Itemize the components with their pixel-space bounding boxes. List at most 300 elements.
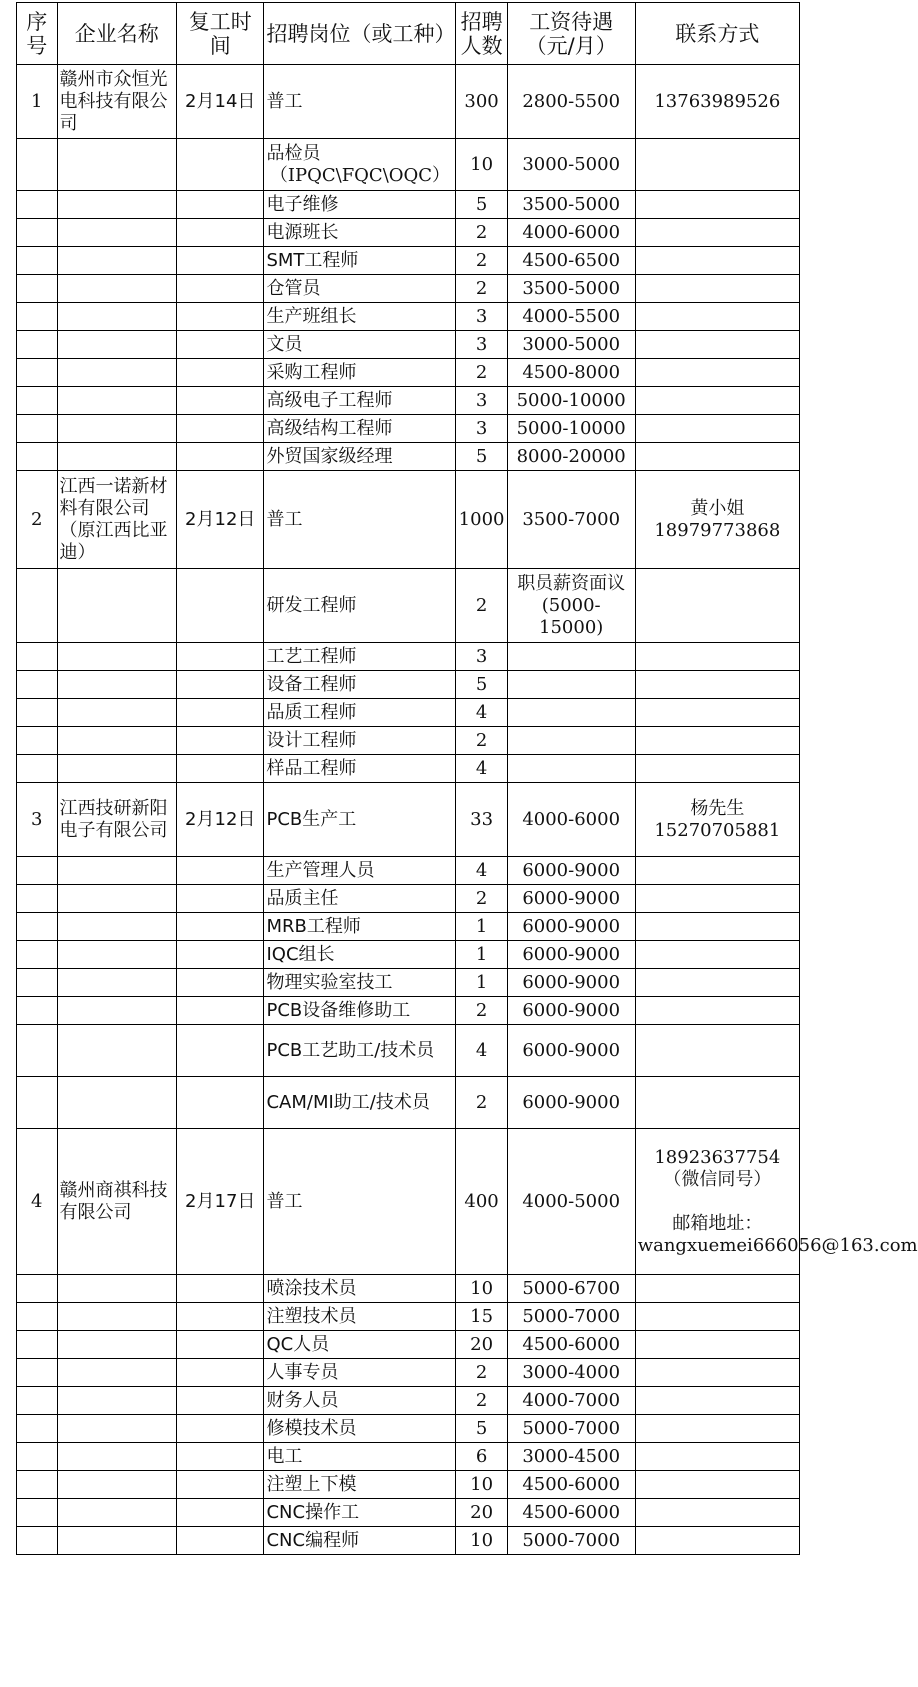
- resume-date-cell: [177, 219, 264, 247]
- table-row: [17, 1443, 800, 1471]
- company-name-cell: [57, 1471, 176, 1499]
- salary-cell: 5000-10000: [507, 387, 635, 415]
- salary-cell: 6000-9000: [507, 1077, 635, 1129]
- headcount-cell: 15: [456, 1303, 507, 1331]
- header-position: 招聘岗位（或工种）: [264, 3, 456, 65]
- table-row: [17, 443, 800, 471]
- position-cell: 人事专员: [264, 1359, 456, 1387]
- company-name-cell: [57, 387, 176, 415]
- contact-cell: [635, 1443, 799, 1471]
- position-cell: MRB工程师: [264, 913, 456, 941]
- position-cell: 电子维修: [264, 191, 456, 219]
- salary-cell: 3500-5000: [507, 191, 635, 219]
- table-row: [17, 643, 800, 671]
- header-row: [17, 3, 800, 65]
- position-cell: 普工: [264, 65, 456, 139]
- resume-date-cell: [177, 387, 264, 415]
- company-name-cell: [57, 191, 176, 219]
- headcount-cell: 2: [456, 247, 507, 275]
- headcount-cell: 2: [456, 1387, 507, 1415]
- salary-cell: 6000-9000: [507, 857, 635, 885]
- company-name-cell: 江西技研新阳电子有限公司: [57, 783, 176, 857]
- salary-cell: 4500-6500: [507, 247, 635, 275]
- seq-cell: [17, 1303, 58, 1331]
- contact-line: 18979773868: [654, 519, 781, 541]
- headcount-cell: 1: [456, 969, 507, 997]
- resume-date-cell: 2月12日: [177, 783, 264, 857]
- salary-cell: [507, 671, 635, 699]
- table-row: [17, 727, 800, 755]
- resume-date-cell: [177, 331, 264, 359]
- table-row: [17, 997, 800, 1025]
- table-row: [17, 65, 800, 139]
- headcount-cell: 4: [456, 1025, 507, 1077]
- table-row: [17, 1129, 800, 1275]
- salary-cell: 3000-4500: [507, 1443, 635, 1471]
- company-name-cell: [57, 997, 176, 1025]
- headcount-cell: 3: [456, 303, 507, 331]
- seq-cell: [17, 671, 58, 699]
- contact-cell: [635, 727, 799, 755]
- resume-date-cell: [177, 671, 264, 699]
- contact-cell: [635, 1387, 799, 1415]
- salary-cell: 6000-9000: [507, 913, 635, 941]
- position-cell: 品质主任: [264, 885, 456, 913]
- seq-cell: [17, 331, 58, 359]
- salary-cell: 6000-9000: [507, 969, 635, 997]
- company-name-cell: 江西一诺新材料有限公司（原江西比亚迪）: [57, 471, 176, 569]
- salary-cell: 3000-4000: [507, 1359, 635, 1387]
- company-name-cell: [57, 1443, 176, 1471]
- seq-cell: [17, 303, 58, 331]
- table-row: [17, 359, 800, 387]
- seq-cell: [17, 1499, 58, 1527]
- salary-cell: [507, 643, 635, 671]
- headcount-cell: 20: [456, 1499, 507, 1527]
- table-row: [17, 139, 800, 191]
- seq-cell: [17, 1387, 58, 1415]
- table-row: [17, 699, 800, 727]
- table-row: [17, 303, 800, 331]
- seq-cell: [17, 913, 58, 941]
- headcount-cell: 5: [456, 1415, 507, 1443]
- table-row: [17, 941, 800, 969]
- position-cell: 生产管理人员: [264, 857, 456, 885]
- contact-cell: [635, 331, 799, 359]
- seq-cell: [17, 699, 58, 727]
- salary-cell: 6000-9000: [507, 1025, 635, 1077]
- position-cell: PCB生产工: [264, 783, 456, 857]
- recruitment-table: [16, 2, 918, 1555]
- contact-cell: [635, 857, 799, 885]
- contact-line: 18923637754（微信同号）: [654, 1146, 781, 1190]
- headcount-cell: 5: [456, 443, 507, 471]
- contact-cell: [635, 913, 799, 941]
- company-name-cell: [57, 699, 176, 727]
- table-row: [17, 1275, 800, 1303]
- contact-cell: [635, 415, 799, 443]
- salary-cell: 4500-6000: [507, 1499, 635, 1527]
- headcount-cell: 1: [456, 913, 507, 941]
- contact-cell: [635, 671, 799, 699]
- seq-cell: 3: [17, 783, 58, 857]
- table-row: [17, 755, 800, 783]
- seq-cell: [17, 275, 58, 303]
- resume-date-cell: [177, 643, 264, 671]
- headcount-cell: 4: [456, 755, 507, 783]
- header-company: 企业名称: [57, 3, 176, 65]
- headcount-cell: 2: [456, 727, 507, 755]
- resume-date-cell: [177, 1275, 264, 1303]
- salary-cell: 4000-5000: [507, 1129, 635, 1275]
- seq-cell: [17, 247, 58, 275]
- contact-cell: [635, 1275, 799, 1303]
- company-name-cell: [57, 969, 176, 997]
- seq-cell: [17, 969, 58, 997]
- contact-cell: [635, 699, 799, 727]
- resume-date-cell: [177, 359, 264, 387]
- table-row: [17, 783, 800, 857]
- headcount-cell: 5: [456, 191, 507, 219]
- position-cell: CNC编程师: [264, 1527, 456, 1555]
- resume-date-cell: [177, 247, 264, 275]
- contact-cell: [635, 1499, 799, 1527]
- seq-cell: [17, 755, 58, 783]
- table-row: [17, 275, 800, 303]
- headcount-cell: 300: [456, 65, 507, 139]
- resume-date-cell: 2月12日: [177, 471, 264, 569]
- seq-cell: [17, 359, 58, 387]
- position-cell: CAM/MI助工/技术员: [264, 1077, 456, 1129]
- contact-cell: [635, 783, 799, 857]
- contact-cell: [635, 219, 799, 247]
- position-cell: 仓管员: [264, 275, 456, 303]
- salary-cell: 4500-6000: [507, 1331, 635, 1359]
- headcount-cell: 10: [456, 1275, 507, 1303]
- company-name-cell: [57, 219, 176, 247]
- contact-cell: [635, 471, 799, 569]
- contact-cell: [635, 191, 799, 219]
- contact-cell: [635, 755, 799, 783]
- resume-date-cell: [177, 885, 264, 913]
- resume-date-cell: [177, 1499, 264, 1527]
- position-cell: 设计工程师: [264, 727, 456, 755]
- table-row: [17, 191, 800, 219]
- company-name-cell: [57, 885, 176, 913]
- seq-cell: [17, 569, 58, 643]
- seq-cell: 2: [17, 471, 58, 569]
- salary-cell: 3500-7000: [507, 471, 635, 569]
- salary-cell: 6000-9000: [507, 941, 635, 969]
- contact-cell: [635, 387, 799, 415]
- seq-cell: [17, 191, 58, 219]
- company-name-cell: 赣州市众恒光电科技有限公司: [57, 65, 176, 139]
- company-name-cell: [57, 1303, 176, 1331]
- salary-cell: 5000-6700: [507, 1275, 635, 1303]
- salary-cell: 5000-7000: [507, 1415, 635, 1443]
- position-cell: 样品工程师: [264, 755, 456, 783]
- company-name-cell: 赣州商祺科技有限公司: [57, 1129, 176, 1275]
- table-row: [17, 247, 800, 275]
- company-name-cell: [57, 1359, 176, 1387]
- resume-date-cell: [177, 1387, 264, 1415]
- contact-cell: [635, 997, 799, 1025]
- resume-date-cell: [177, 303, 264, 331]
- header-date: 复工时间: [177, 3, 264, 65]
- salary-cell: 4000-6000: [507, 219, 635, 247]
- contact-cell: [635, 1359, 799, 1387]
- position-cell: 品质工程师: [264, 699, 456, 727]
- table-body: [17, 65, 918, 1555]
- salary-cell: 3500-5000: [507, 275, 635, 303]
- seq-cell: [17, 415, 58, 443]
- salary-cell: 4000-7000: [507, 1387, 635, 1415]
- headcount-cell: 2: [456, 1359, 507, 1387]
- contact-cell: [635, 443, 799, 471]
- company-name-cell: [57, 1499, 176, 1527]
- table-row: [17, 1331, 800, 1359]
- company-name-cell: [57, 359, 176, 387]
- table-row: [17, 387, 800, 415]
- seq-cell: [17, 443, 58, 471]
- position-cell: 文员: [264, 331, 456, 359]
- header-contact: 联系方式: [635, 3, 799, 65]
- position-cell: PCB设备维修助工: [264, 997, 456, 1025]
- salary-cell: 2800-5500: [507, 65, 635, 139]
- position-cell: 工艺工程师: [264, 643, 456, 671]
- position-cell: 电工: [264, 1443, 456, 1471]
- contact-cell: [635, 139, 799, 191]
- position-cell: 生产班组长: [264, 303, 456, 331]
- headcount-cell: 4: [456, 699, 507, 727]
- position-cell: 研发工程师: [264, 569, 456, 643]
- position-cell: 外贸国家级经理: [264, 443, 456, 471]
- headcount-cell: 2: [456, 885, 507, 913]
- headcount-cell: 1: [456, 941, 507, 969]
- position-cell: 普工: [264, 471, 456, 569]
- table-row: [17, 969, 800, 997]
- seq-cell: [17, 643, 58, 671]
- headcount-cell: 2: [456, 219, 507, 247]
- seq-cell: [17, 1415, 58, 1443]
- seq-cell: [17, 219, 58, 247]
- resume-date-cell: [177, 191, 264, 219]
- contact-line: 13763989526: [654, 90, 781, 112]
- contact-cell: [635, 1025, 799, 1077]
- resume-date-cell: 2月14日: [177, 65, 264, 139]
- table-row: [17, 913, 800, 941]
- position-cell: 高级结构工程师: [264, 415, 456, 443]
- contact-cell: [635, 941, 799, 969]
- company-name-cell: [57, 857, 176, 885]
- company-name-cell: [57, 1387, 176, 1415]
- company-name-cell: [57, 275, 176, 303]
- seq-cell: [17, 1527, 58, 1555]
- resume-date-cell: [177, 1527, 264, 1555]
- table-row: [17, 1303, 800, 1331]
- table-row: [17, 331, 800, 359]
- headcount-cell: 2: [456, 997, 507, 1025]
- resume-date-cell: [177, 997, 264, 1025]
- salary-cell: 职员薪资面议(5000-15000): [507, 569, 635, 643]
- table-row: [17, 1077, 800, 1129]
- salary-cell: 4500-8000: [507, 359, 635, 387]
- salary-cell: 5000-10000: [507, 415, 635, 443]
- table-row: [17, 671, 800, 699]
- company-name-cell: [57, 1415, 176, 1443]
- seq-cell: [17, 1471, 58, 1499]
- table-row: [17, 1415, 800, 1443]
- salary-cell: 3000-5000: [507, 139, 635, 191]
- seq-cell: [17, 1077, 58, 1129]
- seq-cell: [17, 139, 58, 191]
- contact-cell: [635, 885, 799, 913]
- company-name-cell: [57, 643, 176, 671]
- contact-cell: [635, 1415, 799, 1443]
- company-name-cell: [57, 755, 176, 783]
- contact-cell: [635, 359, 799, 387]
- salary-cell: 3000-5000: [507, 331, 635, 359]
- recruitment-sheet: [16, 2, 918, 1555]
- seq-cell: [17, 1443, 58, 1471]
- position-cell: IQC组长: [264, 941, 456, 969]
- headcount-cell: 4: [456, 857, 507, 885]
- table-row: [17, 1527, 800, 1555]
- company-name-cell: [57, 727, 176, 755]
- table-row: [17, 1499, 800, 1527]
- seq-cell: [17, 941, 58, 969]
- salary-cell: [507, 755, 635, 783]
- resume-date-cell: [177, 569, 264, 643]
- salary-cell: [507, 727, 635, 755]
- seq-cell: [17, 885, 58, 913]
- resume-date-cell: [177, 1303, 264, 1331]
- headcount-cell: 400: [456, 1129, 507, 1275]
- company-name-cell: [57, 139, 176, 191]
- company-name-cell: [57, 569, 176, 643]
- contact-line: 杨先生: [690, 797, 745, 819]
- resume-date-cell: [177, 139, 264, 191]
- salary-cell: 8000-20000: [507, 443, 635, 471]
- resume-date-cell: [177, 1025, 264, 1077]
- seq-cell: [17, 1275, 58, 1303]
- headcount-cell: 20: [456, 1331, 507, 1359]
- table-row: [17, 885, 800, 913]
- headcount-cell: 3: [456, 331, 507, 359]
- contact-cell: [635, 1303, 799, 1331]
- resume-date-cell: [177, 443, 264, 471]
- seq-cell: 4: [17, 1129, 58, 1275]
- contact-line: 15270705881: [654, 819, 781, 841]
- contact-line: [638, 1191, 797, 1213]
- position-cell: 注塑上下模: [264, 1471, 456, 1499]
- position-cell: CNC操作工: [264, 1499, 456, 1527]
- headcount-cell: 1000: [456, 471, 507, 569]
- resume-date-cell: [177, 941, 264, 969]
- resume-date-cell: [177, 275, 264, 303]
- table-row: [17, 415, 800, 443]
- resume-date-cell: [177, 755, 264, 783]
- company-name-cell: [57, 671, 176, 699]
- contact-cell: [635, 247, 799, 275]
- company-name-cell: [57, 941, 176, 969]
- resume-date-cell: [177, 969, 264, 997]
- resume-date-cell: [177, 1077, 264, 1129]
- table-row: [17, 857, 800, 885]
- seq-cell: [17, 857, 58, 885]
- salary-cell: 6000-9000: [507, 997, 635, 1025]
- salary-cell: 4000-6000: [507, 783, 635, 857]
- contact-cell: [635, 969, 799, 997]
- seq-cell: [17, 1025, 58, 1077]
- seq-cell: 1: [17, 65, 58, 139]
- headcount-cell: 2: [456, 275, 507, 303]
- company-name-cell: [57, 303, 176, 331]
- position-cell: 喷涂技术员: [264, 1275, 456, 1303]
- position-cell: 物理实验室技工: [264, 969, 456, 997]
- headcount-cell: 2: [456, 569, 507, 643]
- salary-cell: 4000-5500: [507, 303, 635, 331]
- company-name-cell: [57, 1275, 176, 1303]
- table-row: [17, 569, 800, 643]
- seq-cell: [17, 727, 58, 755]
- company-name-cell: [57, 415, 176, 443]
- company-name-cell: [57, 1025, 176, 1077]
- company-name-cell: [57, 913, 176, 941]
- position-cell: SMT工程师: [264, 247, 456, 275]
- header-salary: 工资待遇（元/月）: [507, 3, 635, 65]
- contact-cell: [635, 1527, 799, 1555]
- contact-cell: [635, 1077, 799, 1129]
- headcount-cell: 2: [456, 1077, 507, 1129]
- resume-date-cell: [177, 1443, 264, 1471]
- contact-line: 黄小姐: [690, 497, 745, 519]
- contact-cell: [635, 275, 799, 303]
- salary-cell: 5000-7000: [507, 1527, 635, 1555]
- headcount-cell: 33: [456, 783, 507, 857]
- position-subtitle: （IPQC\FQC\OQC）: [269, 164, 451, 186]
- contact-cell: [635, 643, 799, 671]
- salary-cell: 4500-6000: [507, 1471, 635, 1499]
- headcount-cell: 3: [456, 643, 507, 671]
- headcount-cell: 6: [456, 1443, 507, 1471]
- table-row: [17, 1471, 800, 1499]
- contact-cell: [635, 65, 799, 139]
- position-cell: PCB工艺助工/技术员: [264, 1025, 456, 1077]
- resume-date-cell: [177, 1359, 264, 1387]
- contact-cell: [635, 303, 799, 331]
- contact-cell: [635, 1129, 918, 1275]
- table-row: [17, 219, 800, 247]
- seq-cell: [17, 1359, 58, 1387]
- resume-date-cell: [177, 699, 264, 727]
- contact-line: 邮箱地址：wangxuemei666056@163.com: [637, 1212, 918, 1256]
- resume-date-cell: [177, 727, 264, 755]
- seq-cell: [17, 387, 58, 415]
- contact-cell: [635, 569, 799, 643]
- company-name-cell: [57, 247, 176, 275]
- resume-date-cell: [177, 1471, 264, 1499]
- headcount-cell: 3: [456, 415, 507, 443]
- resume-date-cell: [177, 857, 264, 885]
- position-cell: 注塑技术员: [264, 1303, 456, 1331]
- position-cell: QC人员: [264, 1331, 456, 1359]
- company-name-cell: [57, 1077, 176, 1129]
- resume-date-cell: [177, 1415, 264, 1443]
- table-row: [17, 1025, 800, 1077]
- position-cell: 采购工程师: [264, 359, 456, 387]
- contact-cell: [635, 1471, 799, 1499]
